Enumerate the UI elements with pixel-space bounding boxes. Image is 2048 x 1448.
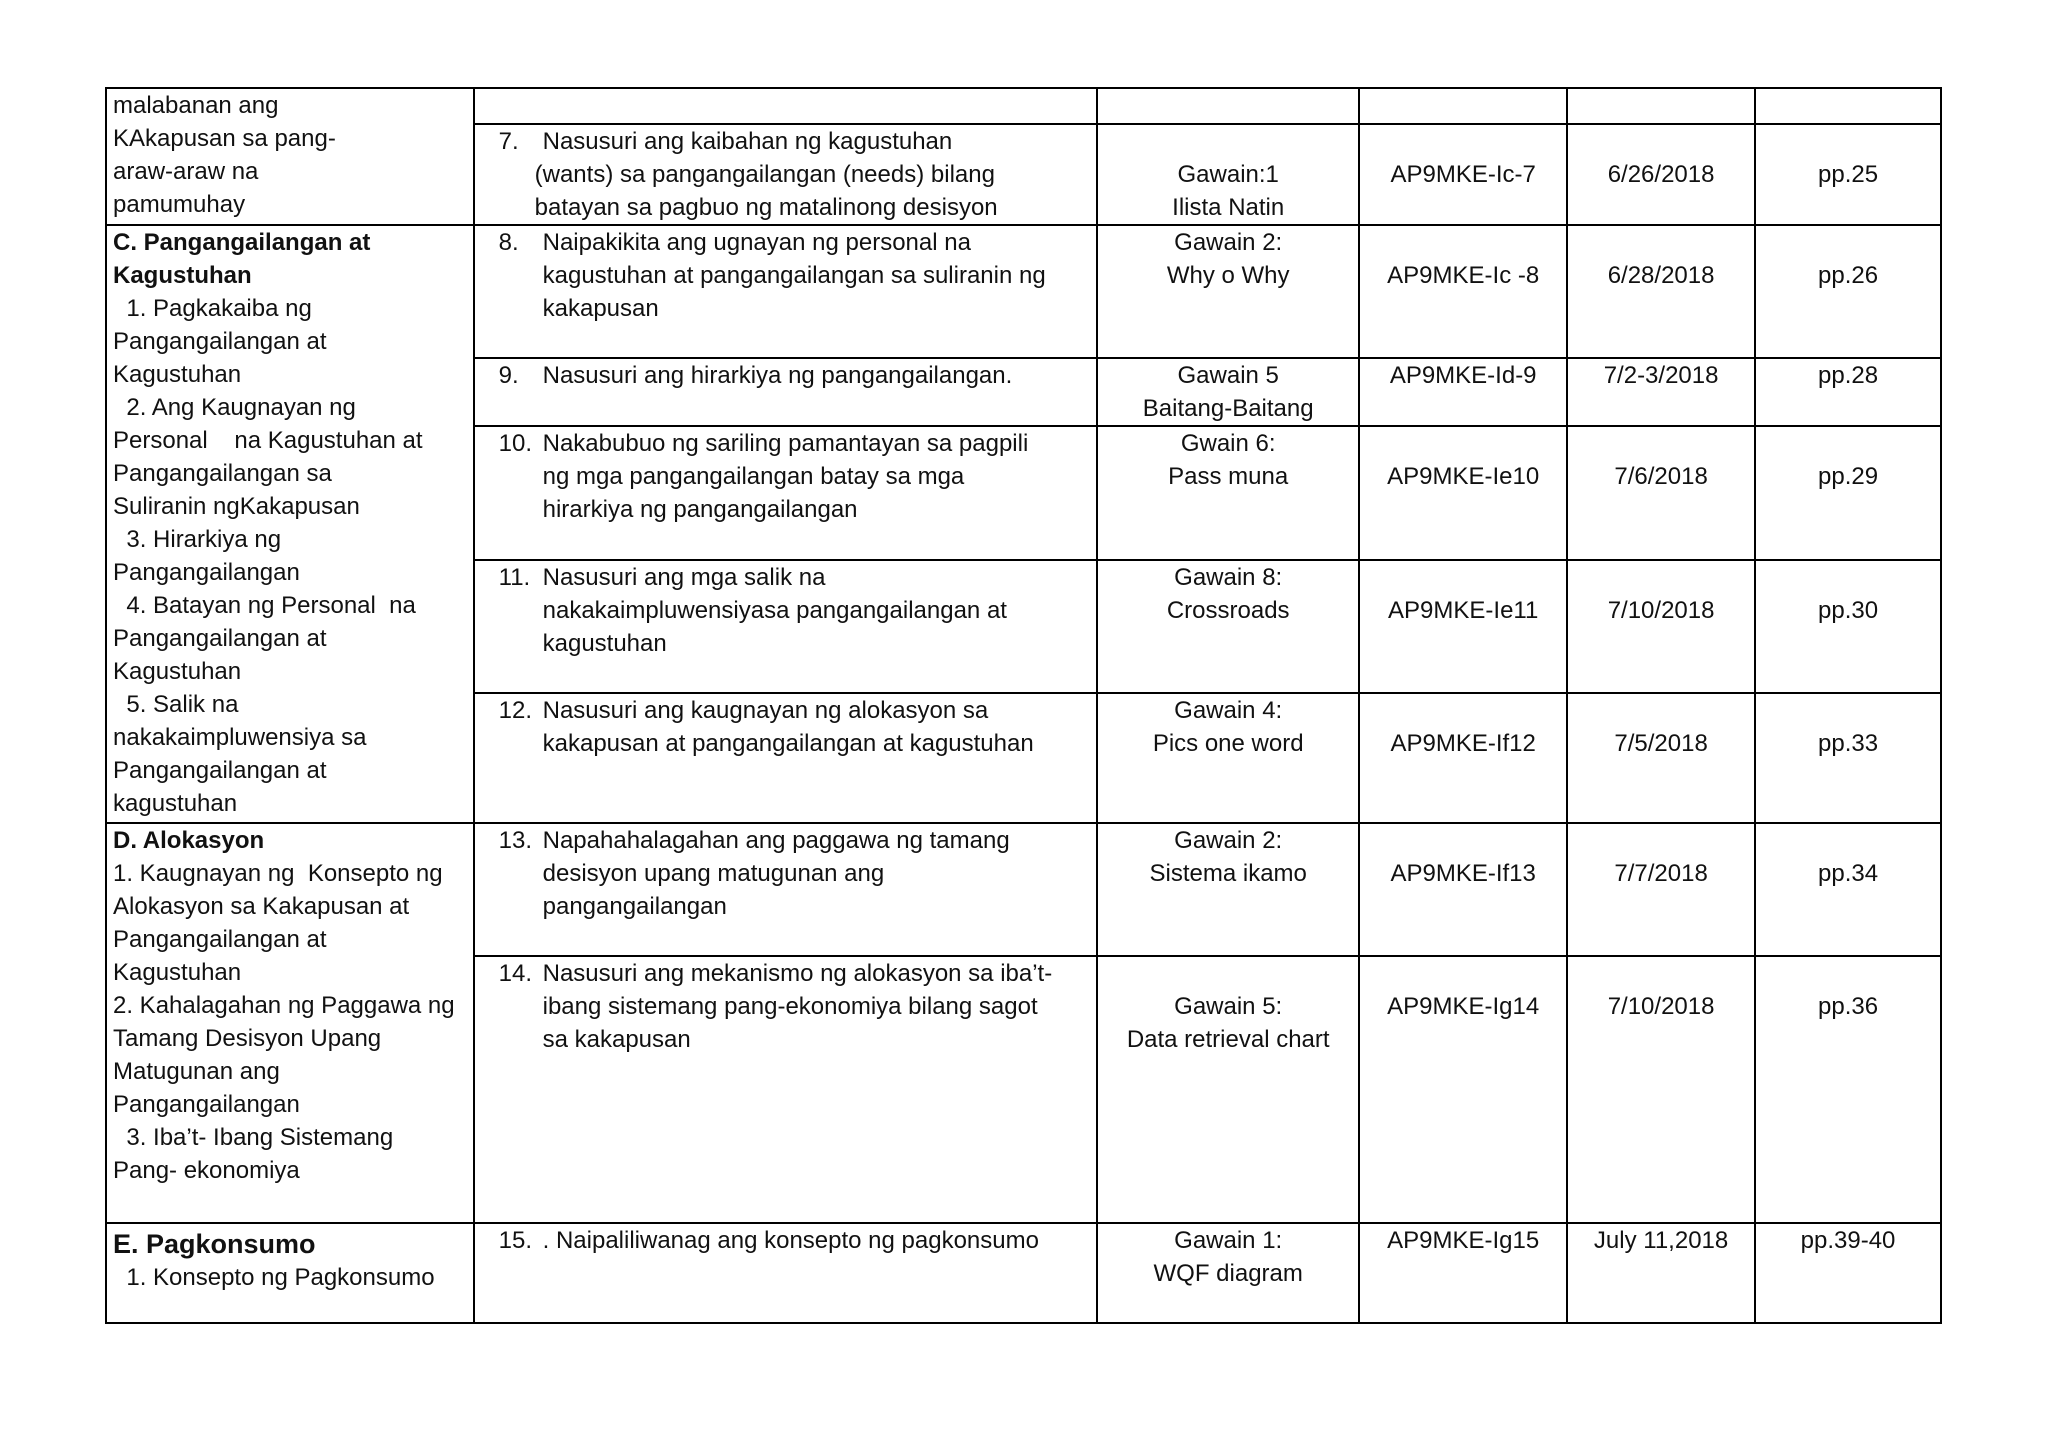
code-cell: AP9MKE-Ig15 [1359,1223,1567,1323]
date-cell: 7/2-3/2018 [1567,358,1755,426]
page-cell: pp.28 [1755,358,1941,426]
competency-cell: 14. Nasusuri ang mekanismo ng alokasyon sa iba’t- ibang sistemang pang-ekonomiya bilang sagot sa kakapusan [474,956,1098,1223]
competency-cell: 11. Nasusuri ang mga salik na nakakaimpluwensiyasa pangangailangan at kagustuhan [474,560,1098,693]
activity-cell: Gawain 2: Sistema ikamo [1097,823,1359,956]
code-cell: AP9MKE-Ic-7 [1359,124,1567,225]
activity-cell: Gawain 8: Crossroads [1097,560,1359,693]
date-cell: 7/6/2018 [1567,426,1755,560]
code-cell: AP9MKE-Ie11 [1359,560,1567,693]
empty-cell [474,88,1098,124]
empty-cell [1567,88,1755,124]
date-cell: 7/5/2018 [1567,693,1755,823]
page-cell: pp.25 [1755,124,1941,225]
page-cell: pp.33 [1755,693,1941,823]
table-row [106,225,1941,358]
competency-cell: 9. Nasusuri ang hirarkiya ng pangangailangan. [474,358,1098,426]
activity-cell: Gawain 4: Pics one word [1097,693,1359,823]
empty-cell [1359,88,1567,124]
date-cell: 6/28/2018 [1567,225,1755,358]
table-row [106,1223,1941,1323]
page-cell: pp.34 [1755,823,1941,956]
empty-cell [1097,88,1359,124]
code-cell: AP9MKE-Ic -8 [1359,225,1567,358]
topic-cell-d: D. Alokasyon 1. Kaugnayan ng Konsepto ng Alokasyon sa Kakapusan at Pangangailangan at Kagustuhan 2. Kahalagahan ng Paggawa ng Tamang Desisyon Upang Matugunan ang Pangangailangan 3. Iba’t- Ibang Sistemang Pang- ekonomiya [106,823,474,1223]
competency-cell: 15. . Naipaliliwanag ang konsepto ng pagkonsumo [474,1223,1098,1323]
page-cell: pp.30 [1755,560,1941,693]
competency-cell: 13. Napahahalagahan ang paggawa ng tamang desisyon upang matugunan ang pangangailangan [474,823,1098,956]
table-row [106,88,1941,124]
activity-cell: Gawain 1: WQF diagram [1097,1223,1359,1323]
table-row [106,823,1941,956]
activity-cell: Gawain 2: Why o Why [1097,225,1359,358]
activity-cell: Gwain 6: Pass muna [1097,426,1359,560]
topic-cell-c: C. Pangangailangan at Kagustuhan 1. Pagkakaiba ng Pangangailangan at Kagustuhan 2. Ang Kaugnayan ng Personal na Kagustuhan at Pangangailangan sa Suliranin ngKakapusan 3. Hirarkiya ng Pangangailangan 4. Batayan ng Personal na Pangangailangan at Kagustuhan 5. Salik na nakakaimpluwensiya sa Pangangailangan at kagustuhan [106,225,474,823]
code-cell: AP9MKE-If13 [1359,823,1567,956]
activity-cell: Gawain 5 Baitang-Baitang [1097,358,1359,426]
activity-cell: Gawain:1 Ilista Natin [1097,124,1359,225]
topic-cell-b-continued: malabanan ang KAkapusan sa pang- araw-araw na pamumuhay [106,88,474,225]
page-cell: pp.39-40 [1755,1223,1941,1323]
date-cell: 7/10/2018 [1567,560,1755,693]
competency-cell: 12. Nasusuri ang kaugnayan ng alokasyon sa kakapusan at pangangailangan at kagustuhan [474,693,1098,823]
date-cell: 7/7/2018 [1567,823,1755,956]
page-cell: pp.36 [1755,956,1941,1223]
curriculum-table [105,87,1942,1324]
code-cell: AP9MKE-Ie10 [1359,426,1567,560]
date-cell: 6/26/2018 [1567,124,1755,225]
competency-cell: 8. Naipakikita ang ugnayan ng personal na kagustuhan at pangangailangan sa suliranin ng kakapusan [474,225,1098,358]
competency-cell: 10. Nakabubuo ng sariling pamantayan sa pagpili ng mga pangangailangan batay sa mga hirarkiya ng pangangailangan [474,426,1098,560]
page-cell: pp.26 [1755,225,1941,358]
date-cell: July 11,2018 [1567,1223,1755,1323]
activity-cell: Gawain 5: Data retrieval chart [1097,956,1359,1223]
code-cell: AP9MKE-Id-9 [1359,358,1567,426]
date-cell: 7/10/2018 [1567,956,1755,1223]
competency-cell: 7. Nasusuri ang kaibahan ng kagustuhan (wants) sa pangangailangan (needs) bilang batayan sa pagbuo ng matalinong desisyon [474,124,1098,225]
empty-cell [1755,88,1941,124]
topic-cell-e: E. Pagkonsumo 1. Konsepto ng Pagkonsumo [106,1223,474,1323]
page-cell: pp.29 [1755,426,1941,560]
code-cell: AP9MKE-Ig14 [1359,956,1567,1223]
code-cell: AP9MKE-If12 [1359,693,1567,823]
